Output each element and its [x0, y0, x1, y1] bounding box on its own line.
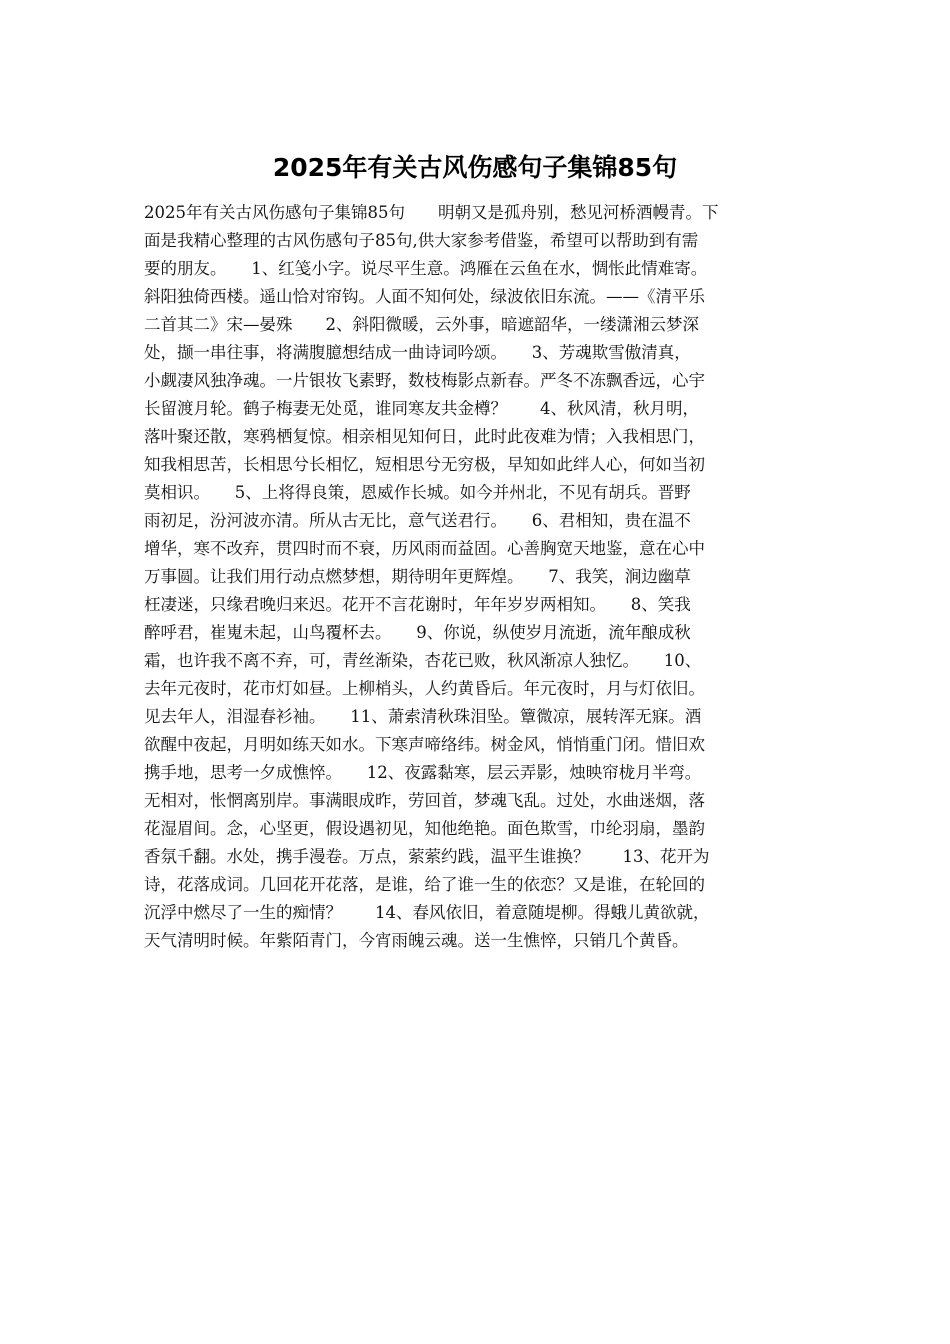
body-line: 天气清明时候。年紫陌青门，今宵雨魄云魂。送一生憔悴，只销几个黄昏。	[144, 931, 689, 950]
body-line: 香氛千翻。水处，携手漫卷。万点，萦萦约践，温平生谁换？ 13、花开为	[144, 847, 710, 866]
body-line: 要的朋友。 1、红笺小字。说尽平生意。鸿雁在云鱼在水，惆怅此情难寄。	[144, 259, 708, 278]
body-line: 二首其二》宋—晏殊 2、斜阳微暖，云外事，暗遮韶华，一缕潇湘云梦深	[144, 315, 699, 334]
document-title: 2025年有关古风伤感句子集锦85句	[272, 153, 678, 182]
body-line: 2025年有关古风伤感句子集锦85句 明朝又是孤舟别，愁见河桥酒幔青。下	[144, 203, 719, 222]
body-line: 莫相识。 5、上将得良策，恩威作长城。如今并州北，不见有胡兵。晋野	[144, 483, 691, 502]
body-line: 处，撷一串往事，将满腹臆想结成一曲诗词吟颂。 3、芳魂欺雪傲清真，	[144, 343, 691, 362]
body-line: 斜阳独倚西楼。遥山恰对帘钩。人面不知何处，绿波依旧东流。——《清平乐	[144, 287, 705, 306]
body-line: 雨初足，汾河波亦清。所从古无比，意气送君行。 6、君相知，贵在温不	[144, 511, 691, 530]
body-line: 增华，寒不改弃，贯四时而不衰，历风雨而益固。心善胸宽天地鉴，意在心中	[144, 539, 705, 558]
body-line: 醉呼君，崔嵬未起，山鸟覆杯去。 9、你说，纵使岁月流逝，流年酿成秋	[144, 623, 691, 642]
body-line: 长留渡月轮。鹤子梅妻无处觅，谁同寒友共金樽？ 4、秋风清，秋月明，	[144, 399, 699, 418]
body-line: 欲醒中夜起，月明如练天如水。下寒声啼络纬。树金风，悄悄重门闭。惜旧欢	[144, 735, 705, 754]
body-line: 面是我精心整理的古风伤感句子85句,供大家参考借鉴，希望可以帮助到有需	[144, 231, 699, 250]
body-line: 去年元夜时，花市灯如昼。上柳梢头，人约黄昏后。年元夜时，月与灯依旧。	[144, 679, 705, 698]
body-line: 落叶聚还散，寒鸦栖复惊。相亲相见知何日，此时此夜难为情；入我相思门，	[144, 427, 705, 446]
body-line: 花湿眉间。念，心坚更，假设遇初见，知他绝艳。面色欺雪，巾纶羽扇，墨韵	[144, 819, 705, 838]
body-line: 无相对，怅惘离别岸。事满眼成昨，劳回首，梦魂飞乱。过处，水曲迷烟，落	[144, 791, 705, 810]
body-line: 霜，也许我不离不弃，可，青丝渐染，杏花已败，秋风渐凉人独忆。 10、	[144, 651, 702, 670]
body-line: 知我相思苦，长相思兮长相忆，短相思兮无穷极，早知如此绊人心，何如当初	[144, 455, 705, 474]
body-line: 携手地，思考一夕成憔悴。 12、夜露黏寒，层云弄影，烛映帘栊月半弯。	[144, 763, 702, 782]
body-line: 沉浮中燃尽了一生的痴情？ 14、春风依旧，着意随堤柳。得蛾儿黄欲就，	[144, 903, 710, 922]
body-line: 小觑凄风独净魂。一片银妆飞素野，数枝梅影点新春。严冬不冻飘香远，心宇	[144, 371, 705, 390]
body-line: 枉凄迷，只缘君晚归来迟。花开不言花谢时，年年岁岁两相知。 8、笑我	[144, 595, 691, 614]
body-line: 诗，花落成词。几回花开花落，是谁，给了谁一生的依恋？又是谁，在轮回的	[144, 875, 705, 894]
body-line: 见去年人，泪湿春衫袖。 11、萧索清秋珠泪坠。簟微凉，展转浑无寐。酒	[144, 707, 702, 726]
document-body	[144, 199, 810, 955]
body-line: 万事圆。让我们用行动点燃梦想，期待明年更辉煌。 7、我笑，涧边幽草	[144, 567, 691, 586]
